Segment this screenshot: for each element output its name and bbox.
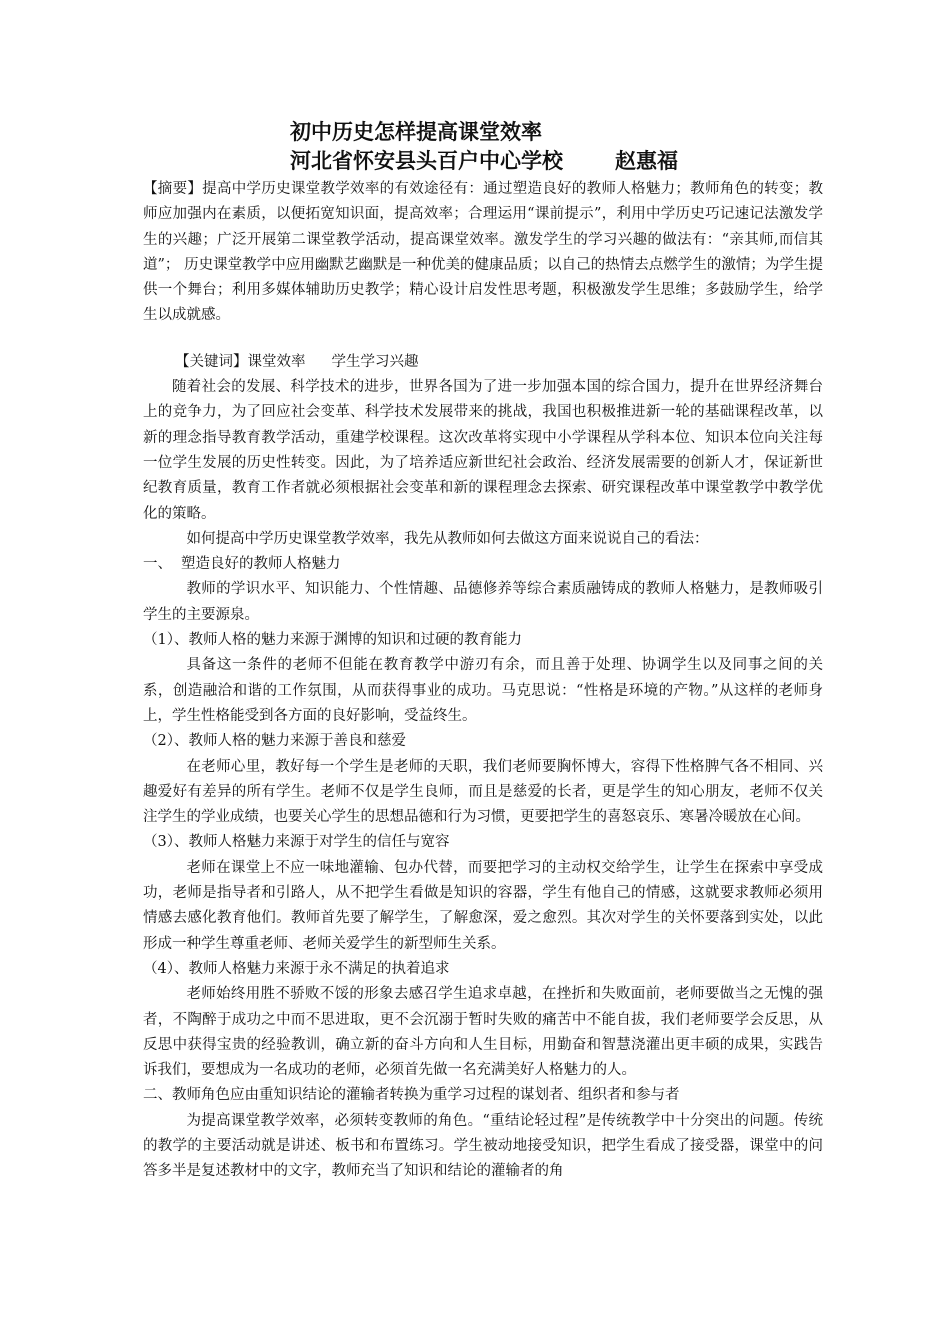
section-title: 塑造良好的教师人格魅力 xyxy=(181,556,341,573)
subsection-paragraph-4: 老师始终用胜不骄败不馁的形象去感召学生追求卓越，在挫折和失败面前，老师要做当之无愧的强者，不陶醉于成功之中而不思进取，更不会沉溺于暂时失败的痛苦中不能自拔，我们老师要学会反思，从反思中获得宝贵的经验教训，确立新的奋斗方向和人生目标，用勤奋和智慧浇灌出更丰硕的成果，实践告诉我们，要想成为一名成功的老师，必须首先做一名充满美好人格魅力的人。 xyxy=(143,986,823,1079)
keyword-item: 学生学习兴趣 xyxy=(331,353,419,370)
school-name: 河北省怀安县头百户中心学校 xyxy=(290,149,563,173)
document-page xyxy=(143,118,823,1185)
section-number: 一、 xyxy=(143,556,172,573)
subsection-heading-3: （3）、教师人格魅力来源于对学生的信任与宽容 xyxy=(143,834,450,851)
section-heading-2: 二、教师角色应由重知识结论的灌输者转换为重学习过程的谋划者、组织者和参与者 xyxy=(143,1087,680,1104)
subsection-paragraph-2: 在老师心里，教好每一个学生是老师的天职，我们老师要胸怀博大，容得下性格脾气各不相同、兴趣爱好有差异的所有学生。老师不仅是学生良师，而且是慈爱的长者，更是学生的知心朋友，老师不仅关注学生的学业成绩，也要关心学生的思想品德和行为习惯，更要把学生的喜怒哀乐、寒暑冷暖放在心间。 xyxy=(143,758,823,826)
author-name: 赵惠福 xyxy=(615,149,678,173)
keywords-label: 【关键词】课堂效率 xyxy=(175,353,306,370)
subsection-paragraph-1: 具备这一条件的老师不但能在教育教学中游刃有余，而且善于处理、协调学生以及同事之间的关系，创造融洽和谐的工作氛围，从而获得事业的成功。马克思说：“性格是环境的产物。”从这样的老师身上，学生性格能受到各方面的良好影响，受益终生。 xyxy=(143,657,823,724)
section-paragraph-2: 为提高课堂教学效率，必须转变教师的角色。“重结论轻过程”是传统教学中十分突出的问题。传统的教学的主要活动就是讲述、板书和布置练习。学生被动地接受知识，把学生看成了接受器，课堂中的问答多半是复述教材中的文字，教师充当了知识和结论的灌输者的角 xyxy=(143,1112,823,1180)
subsection-heading-4: （4）、教师人格魅力来源于永不满足的执着追求 xyxy=(143,960,450,977)
abstract-paragraph: 【摘要】提高中学历史课堂教学效率的有效途径有：通过塑造良好的教师人格魅力；教师角色的转变；教师应加强内在素质，以便拓宽知识面，提高效率；合理运用“课前提示”，利用中学历史巧记速记法激发学生的兴趣；广泛开展第二课堂教学活动，提高课堂效率。激发学生的学习兴趣的做法有：“亲其师,而信其道”； 历史课堂教学中应用幽默艺幽默是一种优美的健康品质；以自己的热情去点燃学生的激情；为学生提供一个舞台；利用多媒体辅助历史教学；精心设计启发性思考题，积极激发学生思维；多鼓励学生，给学生以成就感。 xyxy=(143,181,823,324)
keywords-line xyxy=(143,350,823,375)
document-byline xyxy=(290,147,823,176)
intro-paragraph-2: 如何提高中学历史课堂教学效率，我先从教师如何去做这方面来说说自己的看法： xyxy=(186,530,709,547)
section-paragraph: 教师的学识水平、知识能力、个性情趣、品德修养等综合素质融铸成的教师人格魅力，是教师吸引学生的主要源泉。 xyxy=(143,581,823,623)
document-title: 初中历史怎样提高课堂效率 xyxy=(290,120,542,144)
subsection-paragraph-3: 老师在课堂上不应一味地灌输、包办代替，而要把学习的主动权交给学生，让学生在探索中享受成功，老师是指导者和引路人，从不把学生看做是知识的容器，学生有他自己的情感，这就要求教师必须用情感去感化教育他们。教师首先要了解学生，了解愈深，爱之愈烈。其次对学生的关怀要落到实处，以此形成一种学生尊重老师、老师关爱学生的新型师生关系。 xyxy=(143,859,823,952)
subsection-heading-1: （1）、教师人格的魅力来源于渊博的知识和过硬的教育能力 xyxy=(143,632,522,649)
intro-paragraph: 随着社会的发展、科学技术的进步，世界各国为了进一步加强本国的综合国力，提升在世界经济舞台上的竞争力，为了回应社会变革、科学技术发展带来的挑战，我国也积极推进新一轮的基础课程改革，以新的理念指导教育教学活动，重建学校课程。这次改革将实现中小学课程从学科本位、知识本位向关注每一位学生发展的历史性转变。因此，为了培养适应新世纪社会政治、经济发展需要的创新人才，保证新世纪教育质量，教育工作者就必须根据社会变革和新的课程理念去探索、研究课程改革中课堂教学中教学优化的策略。 xyxy=(143,379,823,522)
section-heading-1 xyxy=(143,552,823,577)
subsection-heading-2: （2）、教师人格的魅力来源于善良和慈爱 xyxy=(143,733,406,750)
